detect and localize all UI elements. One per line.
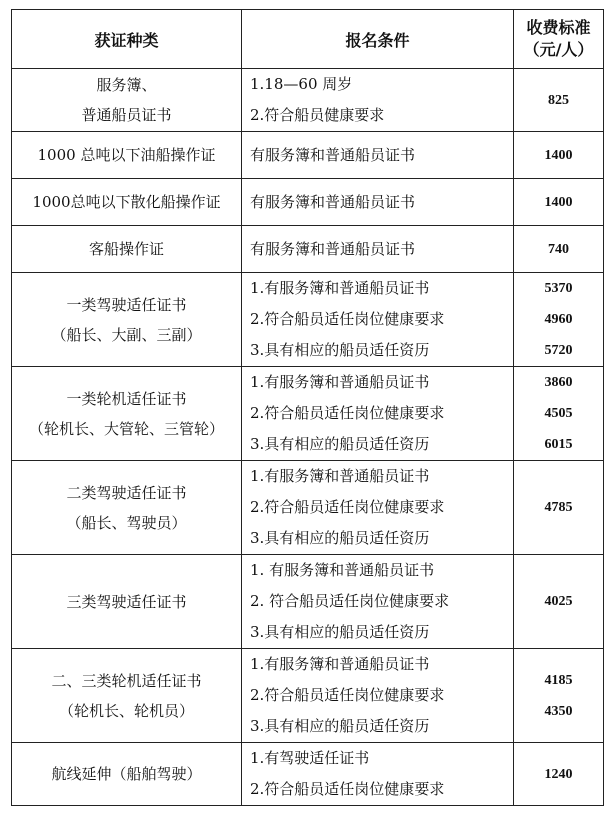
condition-line: 2.符合船员健康要求: [250, 106, 385, 124]
condition-line: 有服务簿和普通船员证书: [250, 192, 416, 211]
fee-value: 825: [548, 92, 569, 108]
condition-line: 2. 符合船员适任岗位健康要求: [250, 592, 450, 610]
category-cell: [12, 273, 242, 367]
category-cell: [12, 649, 242, 743]
conditions-cell: [242, 367, 514, 461]
fee-cell: [514, 743, 604, 806]
condition-line: 2.符合船员适任岗位健康要求: [250, 686, 445, 704]
conditions-cell: [242, 226, 514, 273]
category-line: 二、三类轮机适任证书: [51, 671, 202, 690]
conditions-cell: [242, 69, 514, 132]
fee-table: [11, 9, 604, 806]
condition-line: 1.18—60 周岁: [250, 75, 353, 93]
condition-line: 2.符合船员适任岗位健康要求: [250, 310, 445, 328]
category-line: 二类驾驶适任证书: [66, 483, 187, 502]
header-conditions: 报名条件: [242, 10, 514, 69]
fee-value: 4350: [544, 703, 573, 719]
condition-line: 有服务簿和普通船员证书: [250, 145, 416, 164]
condition-line: 3.具有相应的船员适任资历: [250, 717, 430, 735]
conditions-cell: [242, 461, 514, 555]
condition-line: 3.具有相应的船员适任资历: [250, 435, 430, 453]
condition-line: 2.符合船员适任岗位健康要求: [250, 404, 445, 422]
conditions-cell: [242, 273, 514, 367]
condition-line: 1.有服务簿和普通船员证书: [250, 467, 430, 485]
category-cell: [12, 179, 242, 226]
condition-line: 3.具有相应的船员适任资历: [250, 529, 430, 547]
category-line: 1000 总吨以下油船操作证: [37, 146, 216, 164]
conditions-cell: [242, 179, 514, 226]
conditions-cell: [242, 649, 514, 743]
conditions-cell: [242, 555, 514, 649]
category-line: 服务簿、: [96, 76, 157, 94]
category-line: 航线延伸（船舶驾驶）: [51, 765, 202, 783]
fee-cell: [514, 555, 604, 649]
category-cell: [12, 367, 242, 461]
fee-cell: [514, 367, 604, 461]
table-row: [12, 461, 604, 555]
header-fee-title: 收费标准: [526, 18, 591, 37]
fee-value: 1240: [544, 766, 573, 782]
fee-value: 4505: [544, 406, 573, 421]
category-line: （船长、大副、三副）: [51, 325, 202, 344]
table-row: [12, 743, 604, 806]
category-cell: [12, 461, 242, 555]
fee-value: 4785: [544, 500, 573, 515]
condition-line: 3.具有相应的船员适任资历: [250, 623, 430, 641]
table-header-row: [12, 10, 604, 69]
condition-line: 1.有服务簿和普通船员证书: [250, 655, 430, 673]
condition-line: 2.符合船员适任岗位健康要求: [250, 498, 445, 516]
fee-cell: [514, 461, 604, 555]
fee-value: 5720: [544, 343, 573, 358]
table-row: [12, 226, 604, 273]
table-body: [12, 69, 604, 806]
category-line: 三类驾驶适任证书: [66, 592, 187, 611]
condition-line: 有服务簿和普通船员证书: [250, 239, 416, 258]
condition-line: 3.具有相应的船员适任资历: [250, 341, 430, 359]
category-line: 一类轮机适任证书: [66, 389, 187, 408]
fee-value: 4960: [544, 312, 573, 327]
header-fee: [514, 10, 604, 69]
header-fee-unit: （元/人）: [523, 40, 594, 59]
fee-cell: [514, 226, 604, 273]
category-line: 客船操作证: [88, 240, 164, 258]
condition-line: 1.有驾驶适任证书: [250, 749, 370, 767]
category-line: 1000总吨以下散化船操作证: [32, 193, 221, 211]
fee-cell: [514, 179, 604, 226]
table-row: [12, 273, 604, 367]
condition-line: 1.有服务簿和普通船员证书: [250, 373, 430, 391]
fee-value: 6015: [544, 437, 573, 452]
table-row: [12, 555, 604, 649]
fee-cell: [514, 69, 604, 132]
fee-value: 3860: [544, 375, 573, 390]
fee-value: 4025: [544, 594, 573, 609]
table-row: [12, 367, 604, 461]
fee-value: 740: [548, 241, 569, 257]
category-cell: [12, 69, 242, 132]
condition-line: 2.符合船员适任岗位健康要求: [250, 780, 445, 798]
table-row: [12, 132, 604, 179]
fee-cell: [514, 132, 604, 179]
conditions-cell: [242, 743, 514, 806]
category-line: （船长、驾驶员）: [66, 513, 187, 532]
condition-line: 1.有服务簿和普通船员证书: [250, 279, 430, 297]
category-line: （轮机长、轮机员）: [58, 701, 194, 720]
category-line: 一类驾驶适任证书: [66, 295, 187, 314]
fee-cell: [514, 649, 604, 743]
table-row: [12, 649, 604, 743]
table-row: [12, 69, 604, 132]
category-cell: [12, 555, 242, 649]
category-cell: [12, 743, 242, 806]
fee-value: 4185: [544, 672, 573, 688]
header-category: 获证种类: [12, 10, 242, 69]
fee-cell: [514, 273, 604, 367]
table-row: [12, 179, 604, 226]
category-cell: [12, 226, 242, 273]
conditions-cell: [242, 132, 514, 179]
category-cell: [12, 132, 242, 179]
category-line: 普通船员证书: [81, 106, 172, 124]
fee-value: 1400: [544, 147, 573, 163]
fee-value: 1400: [544, 194, 573, 210]
condition-line: 1. 有服务簿和普通船员证书: [250, 561, 435, 579]
category-line: （轮机长、大管轮、三管轮）: [28, 419, 224, 438]
fee-value: 5370: [544, 281, 573, 296]
